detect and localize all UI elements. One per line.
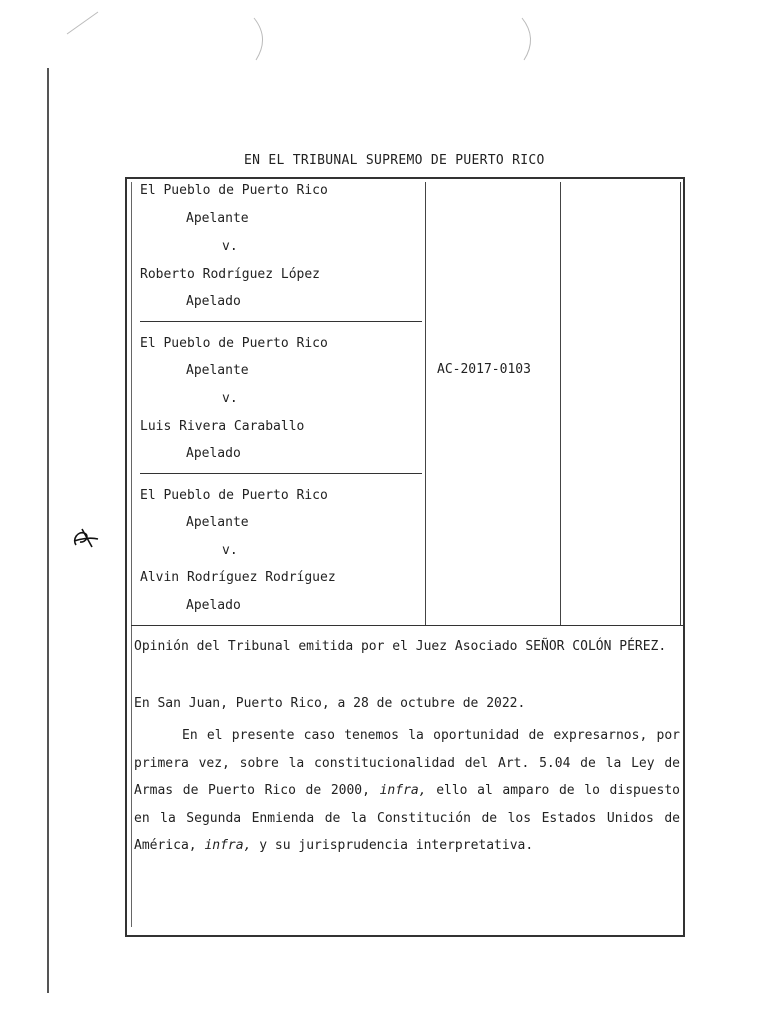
- caption-bottom-rule: [131, 625, 685, 626]
- infra-citation: infra,: [379, 783, 427, 798]
- court-title: EN EL TRIBUNAL SUPREMO DE PUERTO RICO: [244, 153, 545, 168]
- caption-divider-right: [560, 182, 561, 626]
- party-1-appellant: El Pueblo de Puerto Rico: [140, 183, 328, 198]
- party-2-versus: v.: [222, 391, 238, 406]
- scan-mark-top-right: [518, 14, 542, 64]
- party-2-appellee: Luis Rivera Caraballo: [140, 419, 305, 434]
- body-middle: ello al amparo de lo dispuesto en la Segunda Enmienda de la Constitución de los Estados Unidos de América,: [134, 783, 680, 853]
- party-2-appellee-role: Apelado: [186, 446, 241, 461]
- party-3-appellant: El Pueblo de Puerto Rico: [140, 488, 328, 503]
- party-1-versus: v.: [222, 239, 238, 254]
- party-3-appellee-role: Apelado: [186, 598, 241, 613]
- body-intro: En el presente caso tenemos la oportunidad de expresarnos, por primera vez, sobre la constitucionalidad del Art. 5.04 de la Ley de Armas de Puerto Rico de 2000,: [134, 728, 680, 798]
- opinion-statement: Opinión del Tribunal emitida por el Juez Asociado SEÑOR COLÓN PÉREZ.: [134, 639, 667, 654]
- dateline: En San Juan, Puerto Rico, a 28 de octubre de 2022.: [134, 696, 526, 711]
- case-number: AC-2017-0103: [437, 362, 531, 377]
- party-3-versus: v.: [222, 543, 238, 558]
- scan-mark-top-left: [62, 8, 102, 38]
- party-divider: [140, 473, 422, 474]
- party-3-appellee: Alvin Rodríguez Rodríguez: [140, 570, 336, 585]
- caption-divider-left: [425, 182, 426, 626]
- caption-edge-right: [680, 182, 681, 626]
- left-margin-line: [47, 68, 49, 993]
- handwritten-initials-mark: [70, 525, 100, 551]
- opinion-body-paragraph: [134, 722, 680, 860]
- party-2-appellant-role: Apelante: [186, 363, 249, 378]
- party-3-appellant-role: Apelante: [186, 515, 249, 530]
- party-1-appellee-role: Apelado: [186, 294, 241, 309]
- party-1-appellee: Roberto Rodríguez López: [140, 267, 321, 282]
- scan-mark-top-center: [250, 14, 274, 64]
- infra-citation: infra,: [204, 838, 252, 853]
- body-ending: y su jurisprudencia interpretativa.: [259, 838, 534, 853]
- party-2-appellant: El Pueblo de Puerto Rico: [140, 336, 328, 351]
- party-1-appellant-role: Apelante: [186, 211, 249, 226]
- party-divider: [140, 321, 422, 322]
